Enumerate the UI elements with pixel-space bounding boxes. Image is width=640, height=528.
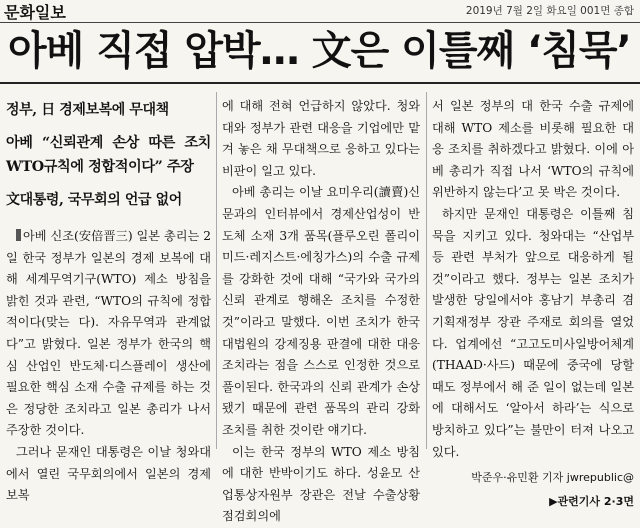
lead-marker-icon xyxy=(16,229,21,241)
headline: 아베 직접 압박… 文은 이틀째 ‘침묵’ xyxy=(8,28,631,74)
paragraph: 그러나 문재인 대통령은 이날 청와대에서 열린 국무회의에서 일본의 경제 보복 xyxy=(6,444,211,503)
column-1 xyxy=(6,92,211,507)
paragraph: 에 대해 전혀 언급하지 않았다. 청와대와 정부가 관련 대응을 기업에만 맡겨 놓은 채 무대책으로 응하고 있다는 비판이 일고 있다. xyxy=(222,99,420,178)
headline-rule xyxy=(0,82,640,84)
column-divider xyxy=(426,92,427,449)
column-3 xyxy=(432,96,634,512)
related-articles-link[interactable]: ▶관련기사 2·3면 xyxy=(549,494,634,508)
newspaper-logo: 문화일보 xyxy=(4,3,66,22)
masthead-rule xyxy=(0,22,640,23)
subhead-2: 아베 “신뢰관계 손상 따른 조치 WTO규칙에 정합적이다” 주장 xyxy=(6,135,211,175)
paragraph: 서 일본 정부의 대 한국 수출 규제에 대해 WTO 제소를 비롯해 필요한 대응 조치를 취하겠다고 밝혔다. 이에 아베 총리가 직접 나서 ‘WTO의 규칙에 위반하지 않는다’고 못 박은 것이다. xyxy=(432,99,634,200)
paragraph: 아베 총리는 이날 요미우리(讀賣)신문과의 인터뷰에서 경제산업성이 반도체 소재 3개 품목(플루오린 폴리이미드·레지스트·에칭가스)의 수출 규제를 강화한 것에 대해 “국가와 국가의 신뢰 관계로 행해온 조치를 수정한 것”이라고 말했다. 이번 조치가 한국 대법원의 강제징용 판결에 대한 대응 조치라는 점을 스스로 인정한 것으로 풀이된다. 한국과의 신뢰 관계가 손상됐기 때문에 관련 품목의 관리 강화 조치를 취한 것이란 얘기다. xyxy=(222,185,420,437)
masthead xyxy=(0,0,640,22)
column-divider xyxy=(216,92,217,449)
column-2 xyxy=(222,96,420,528)
subhead-1: 정부, 日 경제보복에 무대책 xyxy=(6,102,169,118)
byline: 박준우·유민환 기자 jwrepublic@ xyxy=(471,471,634,485)
lead-paragraph-text: 아베 신조(安倍晋三) 일본 총리는 2일 한국 정부가 일본의 경제 보복에 대해 세계무역기구(WTO) 제소 방침을 밝힌 것과 관련, “WTO의 규칙에 정합적이다(맞는 다). 자유무역과 관계없다”고 밝혔다. 일본 정부가 한국의 핵심 산업인 반도체·디스플레이 생산에 필요한 핵심 소재 수출 규제를 하는 것은 정당한 조치라고 일본 총리가 나서 주장한 것이다. xyxy=(6,229,211,438)
dateline: 2019년 7월 2일 화요일 001면 종합 xyxy=(465,5,634,17)
paragraph: 하지만 문재인 대통령은 이틀째 침묵을 지키고 있다. 청와대는 “산업부 등 관련 부처가 앞으로 대응하게 될 것”이라고 했다. 정부는 일본 조치가 발생한 당일에서야 홍남기 부총리 겸 기획재정부 장관 주재로 회의를 열었다. 업계에선 “고고도미사일방어체계(THAAD·사드) 때문에 중국에 당할 때도 정부에서 해 준 일이 없는데 일본에 대해서도 ‘알아서 하라’는 식으로 방치하고 있다”는 불만이 터져 나오고 있다. xyxy=(432,206,634,459)
subhead-3: 文대통령, 국무회의 언급 없어 xyxy=(6,192,182,208)
lead-paragraph xyxy=(6,226,211,442)
paragraph: 이는 한국 정부의 WTO 제소 방침에 대한 반박이기도 하다. 성윤모 산업통상자원부 장관은 전날 수출상황점검회의에 xyxy=(222,444,420,524)
